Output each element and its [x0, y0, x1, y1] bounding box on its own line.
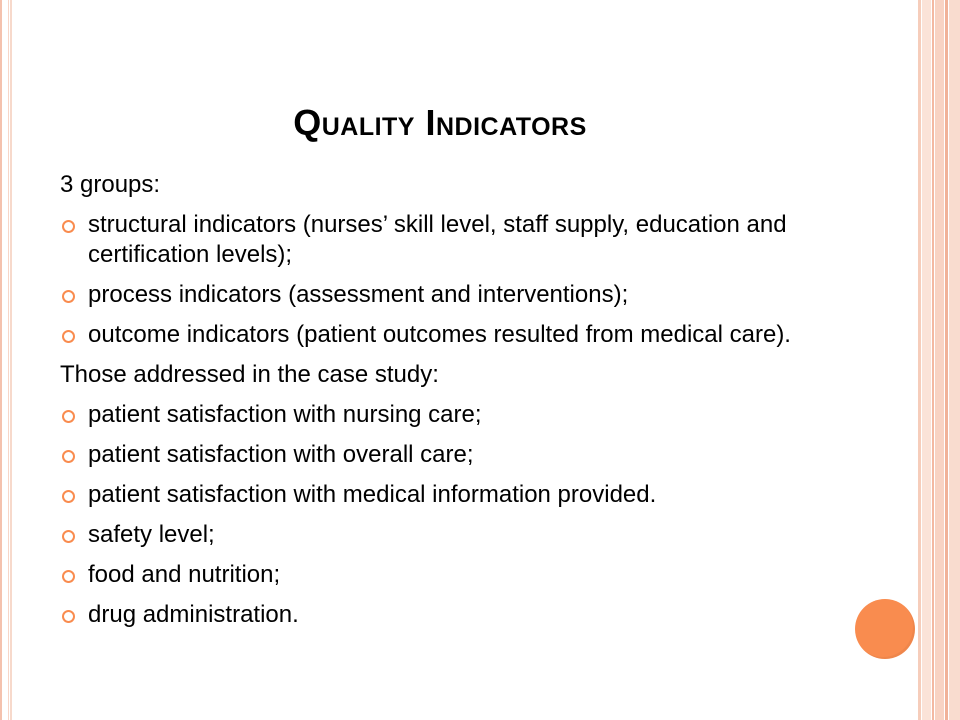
ring-bullet-icon: [62, 570, 75, 583]
ring-bullet-icon: [62, 330, 75, 343]
list-item: [60, 280, 860, 310]
list-item-text: process indicators (assessment and interventions);: [88, 281, 629, 308]
stripe: [922, 0, 931, 720]
list-item: [60, 560, 860, 590]
ring-bullet-icon: [62, 450, 75, 463]
list-item-text: patient satisfaction with medical information provided.: [88, 481, 657, 508]
list-item: [60, 210, 860, 270]
decorative-circle: [855, 599, 915, 659]
list-item: [60, 400, 860, 430]
ring-bullet-icon: [62, 290, 75, 303]
stripe: [932, 0, 934, 720]
list-item-text: outcome indicators (patient outcomes resulted from medical care).: [88, 321, 791, 348]
list-item-text: structural indicators (nurses’ skill level, staff supply, education and certification levels);: [88, 211, 787, 268]
ring-bullet-icon: [62, 490, 75, 503]
slide-title: Quality Indicators: [293, 102, 587, 143]
stripe: [935, 0, 944, 720]
list-item-text: patient satisfaction with nursing care;: [88, 401, 482, 428]
stripe: [945, 0, 948, 720]
list-item-text: safety level;: [88, 521, 215, 548]
list-item-text: patient satisfaction with overall care;: [88, 441, 474, 468]
list-heading: 3 groups:: [60, 171, 161, 198]
right-decorative-stripes: [918, 0, 960, 720]
list-item-text: food and nutrition;: [88, 561, 281, 588]
list-item: [60, 320, 860, 350]
list-item: [60, 480, 860, 510]
ring-bullet-icon: [62, 530, 75, 543]
list-heading: Those addressed in the case study:: [60, 361, 439, 388]
ring-bullet-icon: [62, 410, 75, 423]
list-item-text: drug administration.: [88, 601, 299, 628]
list-item: [60, 440, 860, 470]
slide-content: [60, 170, 860, 640]
list-item: [60, 520, 860, 550]
ring-bullet-icon: [62, 610, 75, 623]
stripe: [918, 0, 921, 720]
ring-bullet-icon: [62, 220, 75, 233]
stripe: [949, 0, 960, 720]
list-item: [60, 600, 860, 630]
